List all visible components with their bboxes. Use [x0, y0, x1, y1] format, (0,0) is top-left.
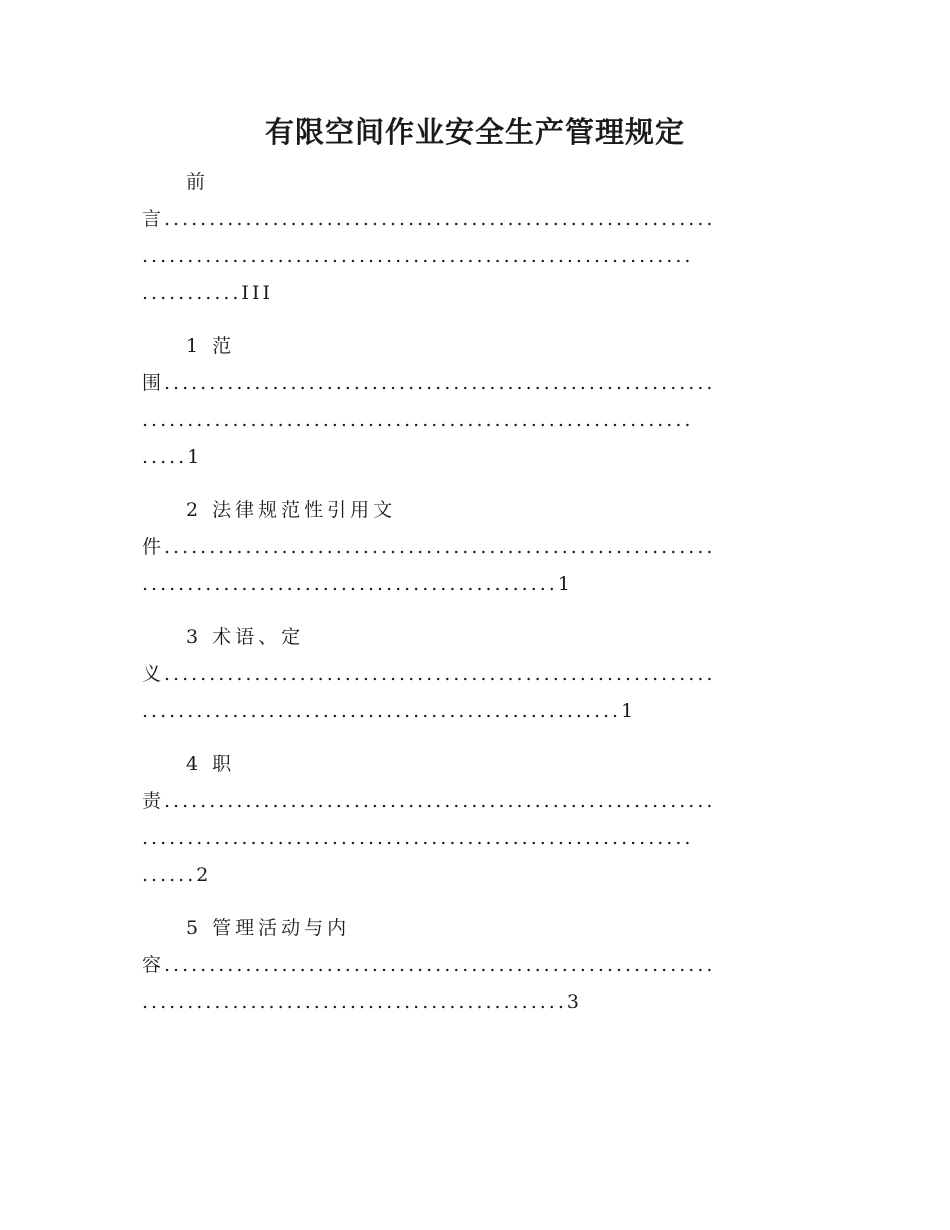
toc-entry-page-line: .....................................................1: [142, 700, 637, 722]
toc-entry-heading: 2 法律规范性引用文: [186, 499, 397, 521]
toc-entry-page-line: ...........III: [142, 282, 273, 304]
toc-entry-leader-line: 围.............................................................: [142, 372, 716, 394]
toc-entry-leader-line: 言.............................................................: [142, 208, 716, 230]
toc-entry-scope[interactable]: [142, 328, 800, 476]
toc-entry-leader-line: 责.............................................................: [142, 790, 716, 812]
toc-entry-heading: 4 职: [186, 753, 236, 775]
toc-entry-heading: 5 管理活动与内: [186, 917, 351, 939]
toc-entry-leader-line: 件.............................................................: [142, 536, 716, 558]
toc-entry-page-line: ..............................................1: [142, 573, 573, 595]
toc-entry-leader-line: 义.............................................................: [142, 663, 716, 685]
toc-entry-leader-line: .............................................................: [142, 827, 694, 849]
toc-entry-management-activities[interactable]: [142, 910, 800, 1021]
document-title: 有限空间作业安全生产管理规定: [264, 115, 685, 149]
toc-entry-page-line: ...............................................3: [142, 991, 582, 1013]
toc-entry-responsibilities[interactable]: [142, 746, 800, 894]
toc-entry-leader-line: .............................................................: [142, 245, 694, 267]
toc-entry-page-line: .....1: [142, 446, 203, 468]
toc-entry-preface[interactable]: [142, 164, 800, 312]
toc-entry-page-line: ......2: [142, 864, 212, 886]
table-of-contents: [142, 164, 800, 1037]
toc-entry-leader-line: .............................................................: [142, 409, 694, 431]
toc-entry-leader-line: 容.............................................................: [142, 954, 716, 976]
toc-entry-heading: 前: [186, 171, 210, 193]
toc-entry-normative-references[interactable]: [142, 492, 800, 603]
toc-entry-heading: 1 范: [186, 335, 236, 357]
toc-entry-heading: 3 术语、定: [186, 626, 305, 648]
toc-entry-terms-definitions[interactable]: [142, 619, 800, 730]
